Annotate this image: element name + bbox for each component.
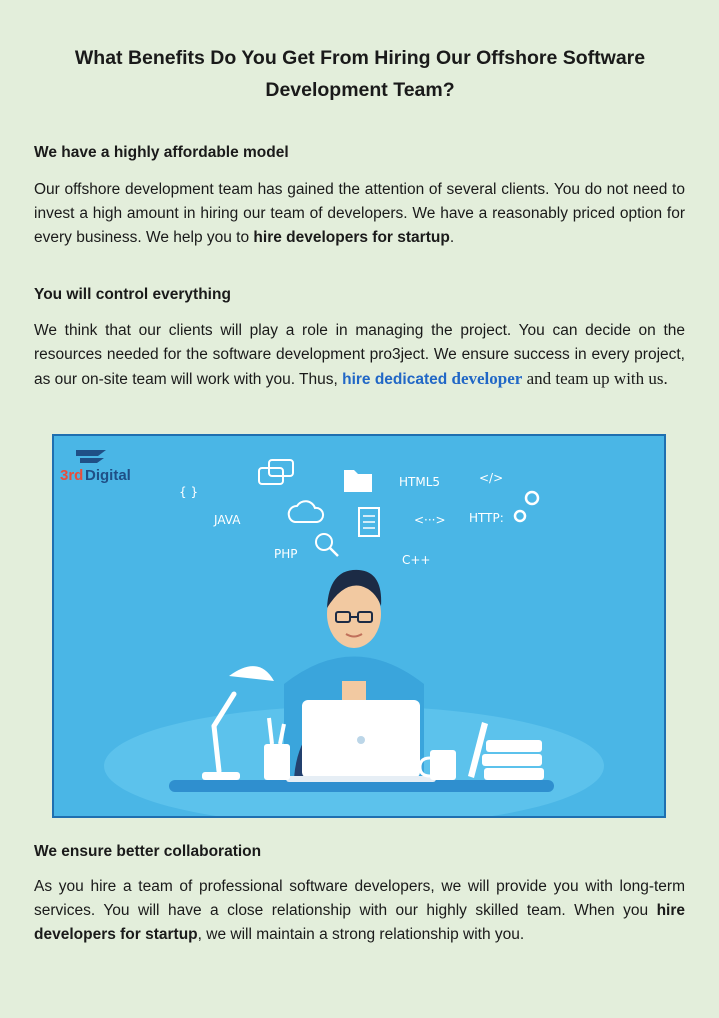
code-icon: </> xyxy=(479,471,504,485)
php-label: PHP xyxy=(274,547,298,561)
cloud-icon xyxy=(289,501,323,522)
paragraph-collaboration xyxy=(34,875,685,947)
magnifier-icon xyxy=(316,534,338,556)
page-title: What Benefits Do You Get From Hiring Our Offshore Software Development Team? xyxy=(74,47,646,101)
laptop xyxy=(286,700,436,782)
keyword-hire-developers: hire developers for startup xyxy=(253,229,450,246)
gears-icon xyxy=(515,492,538,521)
braces-icon: { } xyxy=(179,485,199,499)
paragraph-text: We think that our clients will play a role in managing the project. You can decide on the resources needed for the software development pro3ject. We ensure success in every project, as our on-site team will work with you. Thus, xyxy=(34,322,685,388)
paragraph-text-end: and team up with us. xyxy=(522,369,668,388)
paragraph-text-end: , we will maintain a strong relationship with you. xyxy=(197,926,525,943)
svg-text:3rd: 3rd xyxy=(60,467,84,484)
keyword-hire-developers: hire developers for startup xyxy=(34,902,685,943)
brand-logo xyxy=(60,450,131,484)
paragraph-text-end: . xyxy=(449,229,455,246)
paragraph-text: As you hire a team of professional software developers, we will provide you with long-term services. You will have a close relationship with our highly skilled team. When you xyxy=(34,878,685,919)
developer-link[interactable]: developer xyxy=(451,369,523,388)
hire-dedicated-link[interactable]: hire dedicated xyxy=(342,371,448,388)
chat-bubbles-icon xyxy=(259,460,293,484)
section-heading-collaboration: We ensure better collaboration xyxy=(34,843,262,860)
arrows-icon: <···> xyxy=(414,513,446,527)
paragraph-text: Our offshore development team has gained the attention of several clients. You do not need to invest a high amount in hiring our team of developers. We have a reasonably priced option for every business. We help you to xyxy=(34,181,685,246)
http-label: HTTP: xyxy=(469,511,504,525)
folder-icon xyxy=(344,470,372,492)
document-icon xyxy=(359,508,379,536)
html5-label: HTML5 xyxy=(399,475,441,489)
paragraph-affordable xyxy=(34,178,685,250)
paragraph-control xyxy=(34,319,685,392)
java-label: JAVA xyxy=(214,513,241,527)
svg-text:Digital: Digital xyxy=(85,467,131,484)
cpp-label: C++ xyxy=(402,553,431,567)
developer-illustration xyxy=(52,434,666,818)
section-heading-affordable: We have a highly affordable model xyxy=(34,144,289,161)
section-heading-control: You will control everything xyxy=(34,286,231,303)
